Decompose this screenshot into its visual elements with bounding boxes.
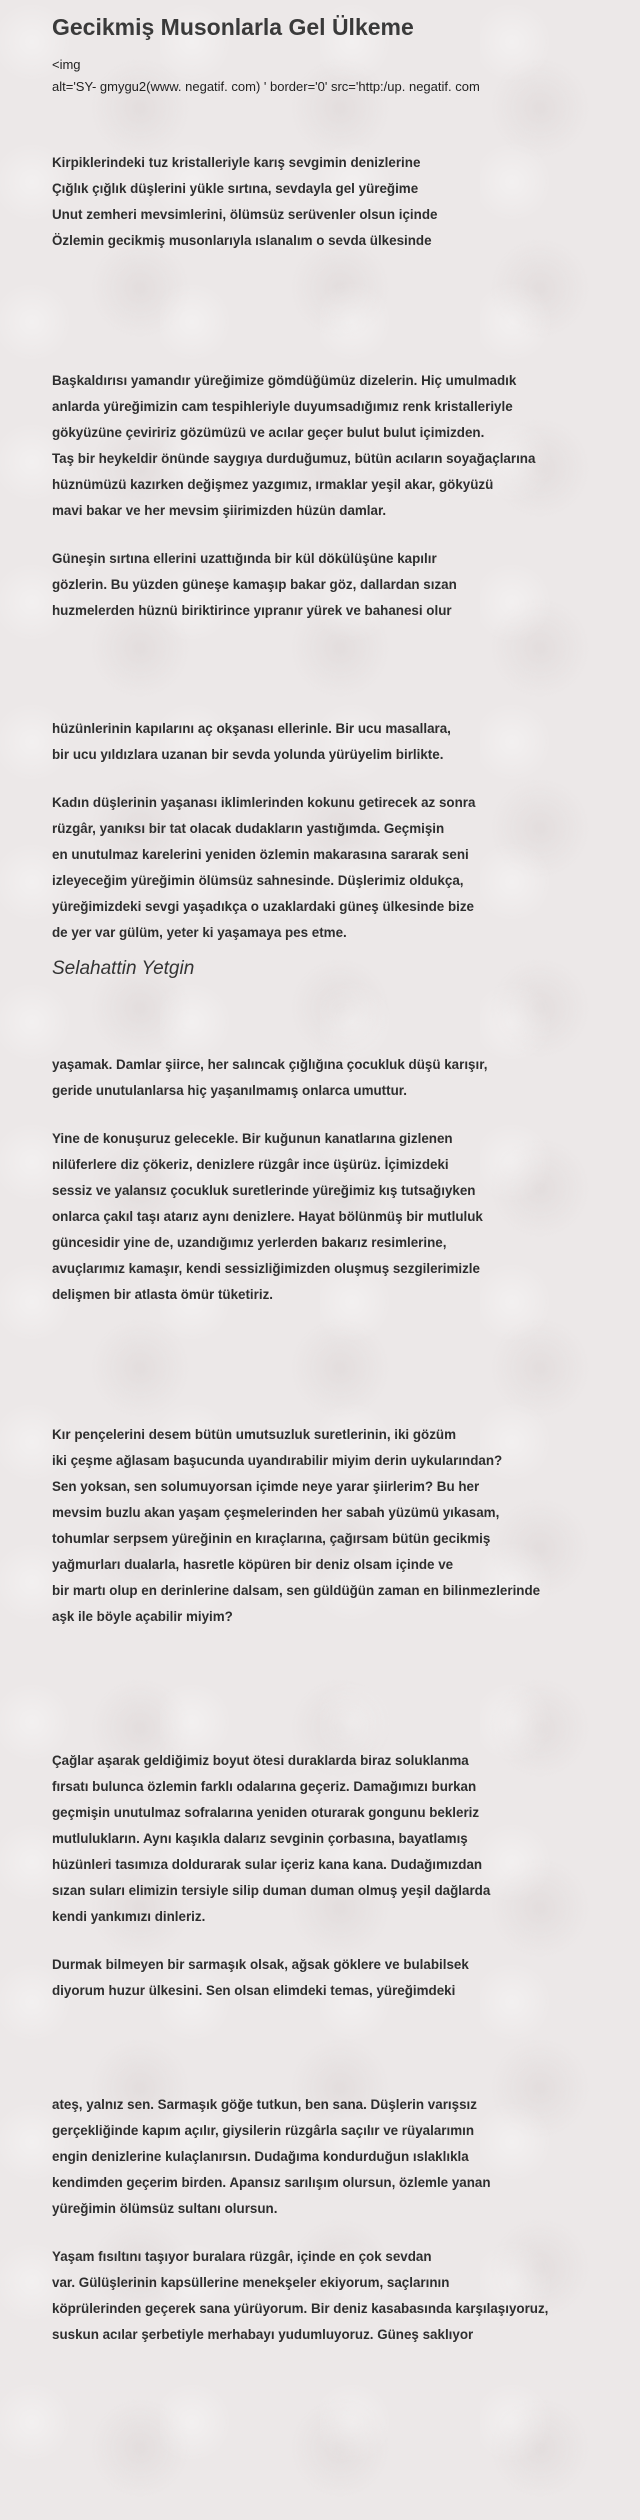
stanza: [52, 150, 640, 254]
poem-line: sessiz ve yalansız çocukluk suretlerinde yüreğimiz kış tutsağıyken: [52, 1183, 476, 1198]
poem-line: diyorum huzur ülkesini. Sen olsan elimdeki temas, yüreğimdeki: [52, 1983, 456, 1998]
poem-line: köprülerinden geçerek sana yürüyorum. Bir deniz kasabasında karşılaşıyoruz,: [52, 2301, 549, 2316]
poem-line: Kır pençelerini desem bütün umutsuzluk suretlerinin, iki gözüm: [52, 1427, 457, 1442]
poem-line: iki çeşme ağlasam başucunda uyandırabilir miyim derin uykularından?: [52, 1453, 503, 1468]
poem-line: izleyeceğim yüreğimin ölümsüz sahnesinde. Düşlerimiz oldukça,: [52, 873, 464, 888]
poem-line: sızan suları elimizin tersiyle silip duman duman olmuş yeşil dağlarda: [52, 1883, 491, 1898]
poem-line: hüzünleri tasımıza doldurarak sular içeriz kana kana. Dudağımızdan: [52, 1857, 483, 1872]
poem-line: engin denizlerine kulaçlanırsın. Dudağıma kondurduğun ıslaklıkla: [52, 2149, 469, 2164]
poem-line: rüzgâr, yanıksı bir tat olacak dudakların yastığımda. Geçmişin: [52, 821, 445, 836]
poem-line: bir ucu yıldızlara uzanan bir sevda yolunda yürüyelim birlikte.: [52, 747, 444, 762]
stanza: [52, 790, 640, 946]
image-code-line: alt='SY- gmygu2(www. negatif. com) ' border='0' src='http:/up. negatif. com: [52, 79, 480, 94]
stanza: [52, 1952, 640, 2004]
stanza: [52, 716, 640, 768]
poem-line: mavi bakar ve her mevsim şiirimizden hüzün damlar.: [52, 503, 387, 518]
poem-line: var. Gülüşlerinin kapsüllerine menekşeler ekiyorum, saçlarının: [52, 2275, 450, 2290]
broken-image-code: [52, 54, 640, 98]
poem-line: gerçekliğinde kapım açılır, giysilerin rüzgârla saçılır ve rüyalarımın: [52, 2123, 475, 2138]
poem-line: Sen yoksan, sen solumuyorsan içimde neye yarar şiirlerim? Bu her: [52, 1479, 480, 1494]
poem-line: hüzünlerinin kapılarını aç okşanası ellerinle. Bir ucu masallara,: [52, 721, 451, 736]
image-code-line: <img: [52, 57, 81, 72]
page-title: Gecikmiş Musonlarla Gel Ülkeme: [52, 14, 414, 40]
poem-line: yüreğimin ölümsüz sultanı olursun.: [52, 2201, 278, 2216]
poem-line: yağmurları dualarla, hasretle köpüren bir deniz olsam içinde ve: [52, 1557, 454, 1572]
stanza: [52, 546, 640, 624]
poem-line: Durmak bilmeyen bir sarmaşık olsak, ağsak göklere ve bulabilsek: [52, 1957, 469, 1972]
poem-line: geride unutulanlarsa hiç yaşanılmamış onlarca umuttur.: [52, 1083, 407, 1098]
poem-line: tohumlar serpsem yüreğinin en kıraçlarına, çağırsam bütün gecikmiş: [52, 1531, 491, 1546]
stanza: [52, 2092, 640, 2222]
poem-line: delişmen bir atlasta ömür tüketiriz.: [52, 1287, 274, 1302]
poem-line: fırsatı bulunca özlemin farklı odalarına geçeriz. Damağımızı burkan: [52, 1779, 477, 1794]
poem-line: Çağlar aşarak geldiğimiz boyut ötesi duraklarda biraz soluklanma: [52, 1753, 469, 1768]
poem-line: Kirpiklerindeki tuz kristalleriyle karış sevgimin denizlerine: [52, 155, 421, 170]
poem-line: geçmişin unutulmaz sofralarına yeniden oturarak gongunu bekleriz: [52, 1805, 480, 1820]
poem-line: bir martı olup en derinlerine dalsam, sen güldüğün zaman en bilinmezlerinde: [52, 1583, 541, 1598]
poem-line: güncesidir yine de, uzandığımız yerlerden bakarız resimlerine,: [52, 1235, 447, 1250]
poem-line: yaşamak. Damlar şiirce, her salıncak çığlığına çocukluk düşü karışır,: [52, 1057, 488, 1072]
poem-line: en unutulmaz karelerini yeniden özlemin makarasına sararak seni: [52, 847, 469, 862]
poem-line: Yaşam fısıltını taşıyor buralara rüzgâr, içinde en çok sevdan: [52, 2249, 432, 2264]
poem-line: onlarca çakıl taşı atarız aynı denizlere. Hayat bölünmüş bir mutluluk: [52, 1209, 483, 1224]
poem-line: Kadın düşlerinin yaşanası iklimlerinden kokunu getirecek az sonra: [52, 795, 476, 810]
poem-line: suskun acılar şerbetiyle merhabayı yudumluyoruz. Güneş saklıyor: [52, 2327, 474, 2342]
poem-line: mutlulukların. Aynı kaşıkla dalarız sevginin çorbasına, bayatlamış: [52, 1831, 468, 1846]
poem-line: gökyüzüne çeviririz gözümüzü ve acılar geçer bulut bulut içimizden.: [52, 425, 485, 440]
stanza: [52, 1748, 640, 1930]
stanza: [52, 2244, 640, 2348]
poem-line: kendi yankımızı dinleriz.: [52, 1909, 206, 1924]
poem-line: Başkaldırısı yamandır yüreğimize gömdüğümüz dizelerin. Hiç umulmadık: [52, 373, 517, 388]
poem-line: hüznümüzü kazırken değişmez yazgımız, ırmaklar yeşil akar, gökyüzü: [52, 477, 494, 492]
stanza: [52, 1422, 640, 1630]
poem-line: Unut zemheri mevsimlerini, ölümsüz serüvenler olsun içinde: [52, 207, 438, 222]
poem-line: avuçlarımız kamaşır, kendi sessizliğimizden oluşmuş sezgilerimizle: [52, 1261, 480, 1276]
poem-line: de yer var gülüm, yeter ki yaşamaya pes etme.: [52, 925, 347, 940]
poem-line: nilüferlere diz çökeriz, denizlere rüzgâr ince üşürüz. İçimizdeki: [52, 1157, 449, 1172]
poem-line: huzmelerden hüznü biriktirince yıpranır yürek ve bahanesi olur: [52, 603, 452, 618]
stanza: [52, 1126, 640, 1308]
poem-line: aşk ile böyle açabilir miyim?: [52, 1609, 233, 1624]
poem-line: mevsim buzlu akan yaşam çeşmelerinden her sabah yüzümü yıkasam,: [52, 1505, 500, 1520]
poem-line: Özlemin gecikmiş musonlarıyla ıslanalım o sevda ülkesinde: [52, 233, 432, 248]
stanza: [52, 1052, 640, 1104]
poem-line: yüreğimizdeki sevgi yaşadıkça o uzaklardaki güneş ülkesinde bize: [52, 899, 474, 914]
stanza: [52, 368, 640, 524]
poem-line: Güneşin sırtına ellerini uzattığında bir kül dökülüşüne kapılır: [52, 551, 437, 566]
poem-line: kendimden geçerim birden. Apansız sarılışım olursun, özlemle yanan: [52, 2175, 491, 2190]
poem-line: anlarda yüreğimizin cam tespihleriyle duyumsadığımız renk kristalleriyle: [52, 399, 513, 414]
poem-line: Taş bir heykeldir önünde saygıya durduğumuz, bütün acıların soyağaçlarına: [52, 451, 536, 466]
poem-line: gözlerin. Bu yüzden güneşe kamaşıp bakar göz, dallardan sızan: [52, 577, 457, 592]
poem-line: Yine de konuşuruz gelecekle. Bir kuğunun kanatlarına gizlenen: [52, 1131, 453, 1146]
poem-line: Çığlık çığlık düşlerini yükle sırtına, sevdayla gel yüreğime: [52, 181, 419, 196]
poem-line: ateş, yalnız sen. Sarmaşık göğe tutkun, ben sana. Düşlerin varışsız: [52, 2097, 477, 2112]
author-name: Selahattin Yetgin: [52, 958, 195, 979]
